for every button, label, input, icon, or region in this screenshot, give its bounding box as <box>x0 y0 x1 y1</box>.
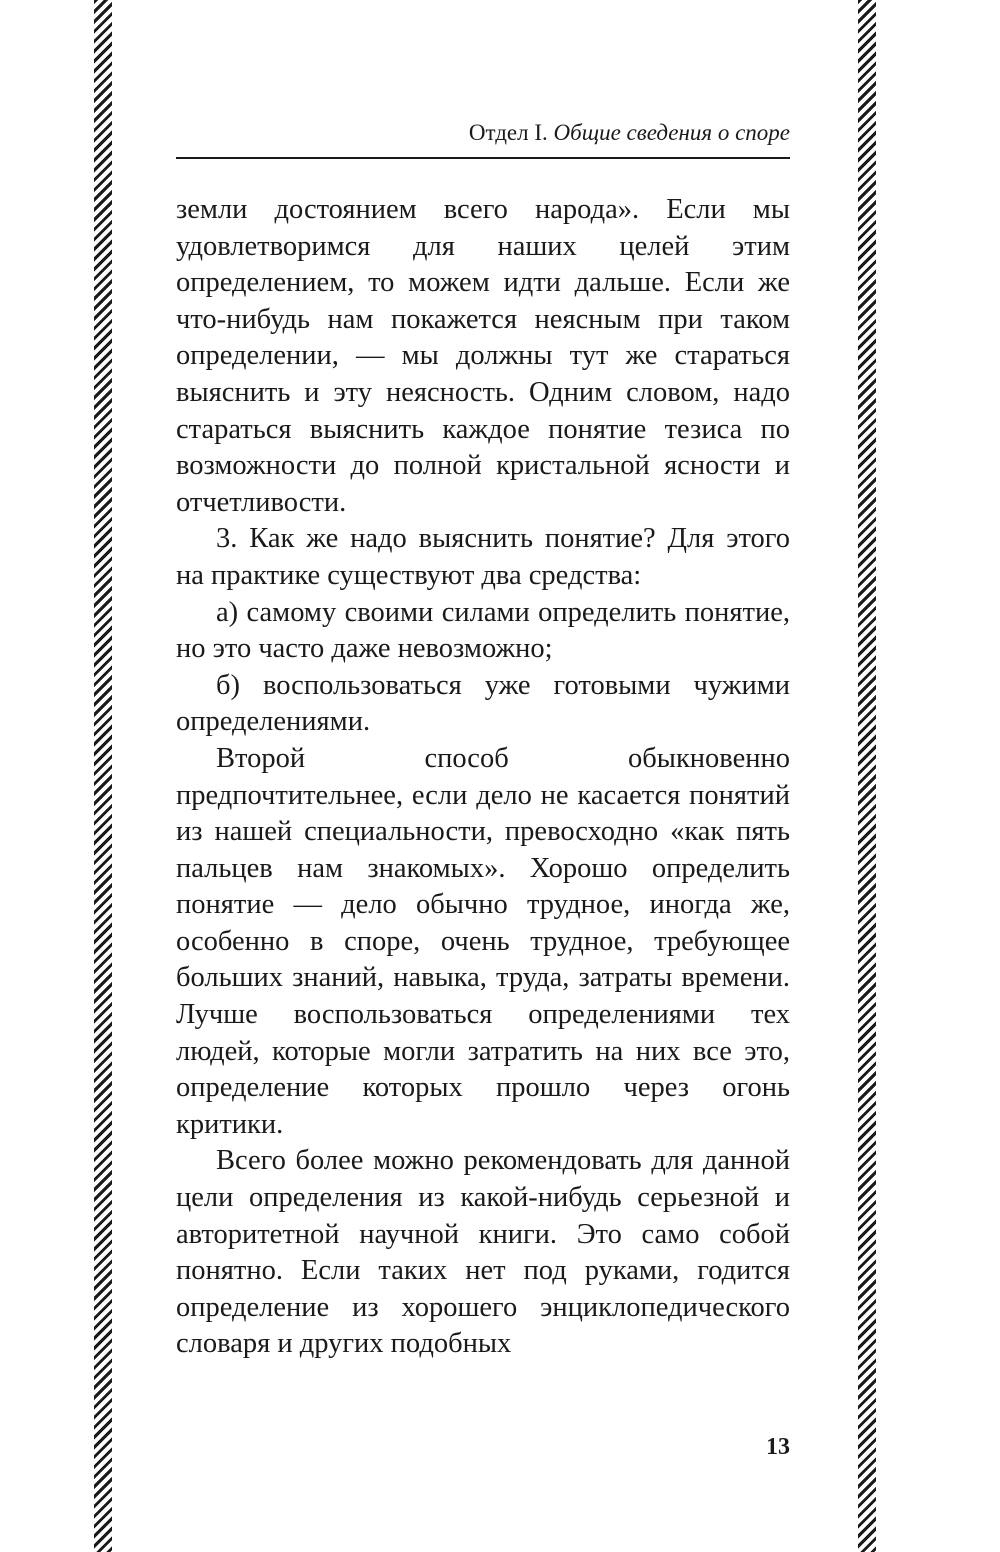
paragraph: Всего более можно рекомендовать для данной цели определения из какой-нибудь серьезной и авторитетной научной книги. Это само собой понятно. Если таких нет под руками, годится определение из хорошего энциклопедического словаря и других подобных <box>176 1145 790 1360</box>
paragraph: 3. Как же надо выяснить понятие? Для этого на практике существуют два средства: <box>176 523 790 591</box>
header-rule <box>176 157 790 159</box>
paragraph: земли достоянием всего народа». Если мы удовлетворимся для наших целей этим определением, то можем идти дальше. Если же что-нибудь нам покажется неясным при таком определении, — мы должны тут же стараться выяснить и эту неясность. Одним словом, надо стараться выяснить каждое понятие тезиса по возможности до полной кристальной ясности и отчетливости. <box>176 194 790 518</box>
list-item: а) самому своими силами определить понятие, но это часто даже невозможно; <box>176 596 790 665</box>
page-number: 13 <box>766 1434 790 1460</box>
decorative-border-right <box>858 0 876 1552</box>
decorative-border-left <box>94 0 112 1552</box>
running-head <box>176 118 790 148</box>
body-text <box>176 192 790 1363</box>
list-item: б) воспользоваться уже готовыми чужими определениями. <box>176 669 790 738</box>
running-head-section: Отдел I. <box>468 120 548 145</box>
paragraph: Второй способ обыкновенно предпочтительнее, если дело не касается понятий из нашей специальности, превосходно «как пять пальцев нам знакомых». Хорошо определить понятие — дело обычно трудное, иногда же, особенно в споре, очень трудное, требующее больших знаний, навыка, труда, затраты времени. Лучше воспользоваться определениями тех людей, которые могли затратить на них все это, определение которых прошло через огонь критики. <box>176 742 790 1140</box>
running-head-title: Общие сведения о споре <box>553 120 790 145</box>
